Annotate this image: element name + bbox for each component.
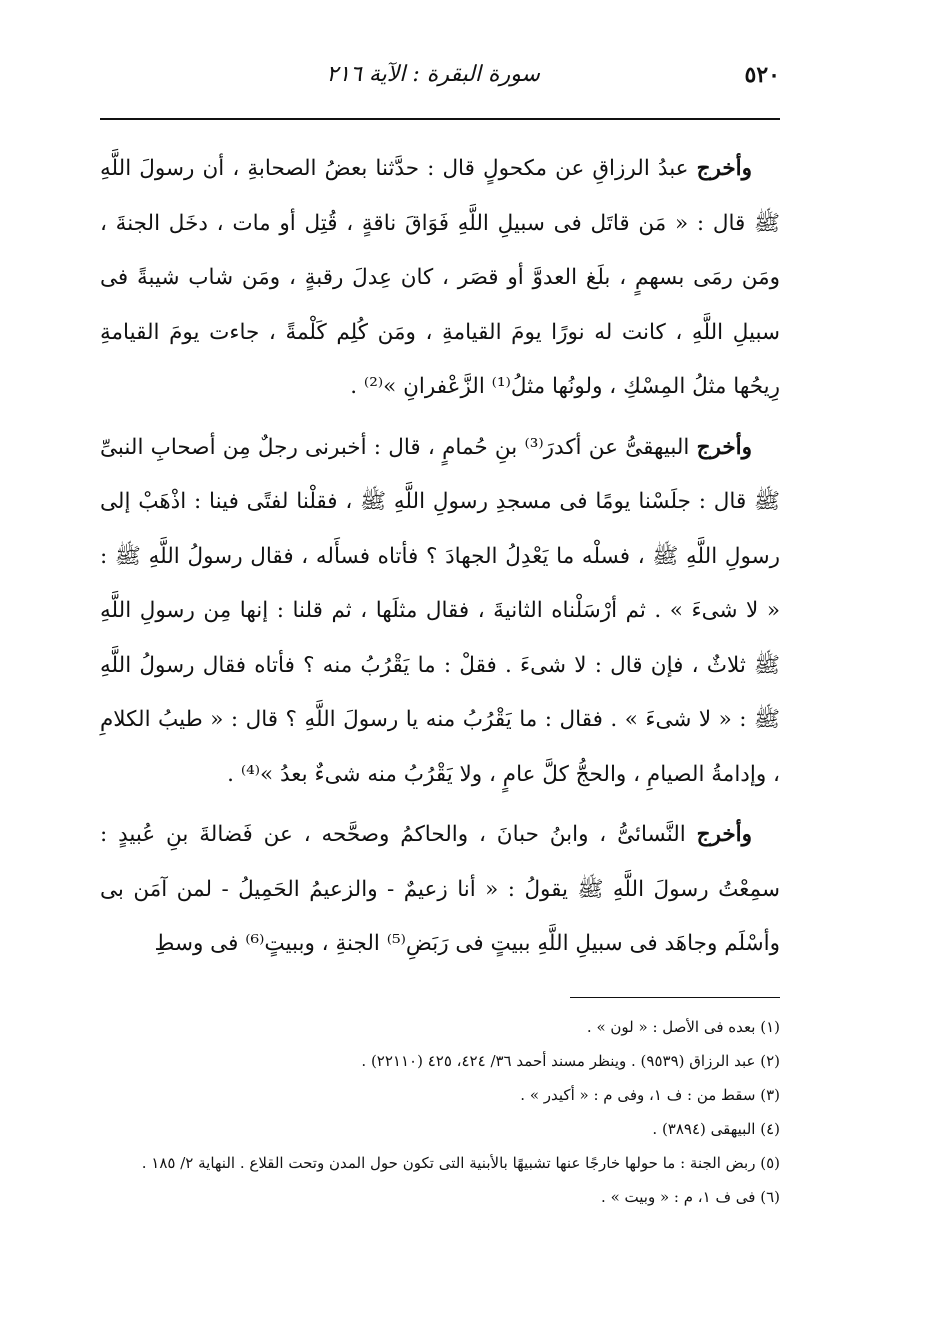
page-header	[100, 62, 780, 102]
paragraph-lead-word: وأخرج	[696, 156, 752, 181]
footnote-2: (٢) عبد الرزاق (٩٥٣٩) . وينظر مسند أحمد ٣٦/ ٤٢٤، ٤٢٥ (٢٢١١٠) .	[361, 1052, 780, 1070]
book-page	[100, 0, 780, 1343]
footnote-divider	[570, 997, 780, 998]
paragraph-lead-word: وأخرج	[696, 434, 752, 460]
paragraph-3	[100, 808, 780, 972]
footnote-6: (٦) فى ف ١، م : « وبيت » .	[601, 1188, 780, 1206]
footnote-1: (١) بعده فى الأصل : « لون » .	[586, 1018, 780, 1036]
paragraph-body: النَّسائىُّ ، وابنُ حبانَ ، والحاكمُ وصحَّحه ، عن فَضالةَ بنِ عُبيدٍ : سمِعْتُ رسولَ اللَّهِ ﷺ يقولُ : « أنا زعيمٌ - والزعيمُ الحَمِيلُ - لمن آمَن بى وأسْلَم وجاهَد فى سبيلِ اللَّهِ ببيتٍ فى رَبَضِ⁽⁵⁾ الجنةِ ، وببيتٍ⁽⁶⁾ فى وسطِ	[100, 822, 780, 956]
footnote-5: (٥) ربض الجنة : ما حولها خارجًا عنها تشبيهًا بالأبنية التى تكون حول المدن وتحت القلاع . النهاية ٢/ ١٨٥ .	[141, 1154, 780, 1172]
paragraph-body: عبدُ الرزاقِ عن مكحولٍ قال : حدَّثنا بعضُ الصحابةِ ، أن رسولَ اللَّهِ ﷺ قال : « مَن قاتَل فى سبيلِ اللَّهِ فَوَاقَ ناقةٍ ، قُتِل أو مات ، دخَل الجنةَ ، ومَن رمَى بسهمٍ ، بلَغ العدوَّ أو قصَر ، كان عِدلَ رقبةٍ ، ومَن شاب شيبةً فى سبيلِ اللَّهِ ، كانت له نورًا يومَ القيامةِ ، ومَن كُلِم كَلْمةً ، جاءت يومَ القيامةِ رِيحُها مثلُ المِسْكِ ، ولونُها مثلُ⁽¹⁾ الزَّعْفرانِ »⁽²⁾ .	[100, 156, 780, 399]
paragraph-lead-word: وأخرج	[696, 822, 752, 847]
paragraph-body: البيهقىُّ عن أكدرَ⁽³⁾ بنِ حُمامٍ ، قال : أخبرنى رجلٌ مِن أصحابِ النبىِّ ﷺ قال : جلَسْنا يومًا فى مسجدِ رسولِ اللَّهِ ﷺ ، فقلْنا لفتًى فينا : اذْهَبْ إلى رسولِ اللَّهِ ﷺ ، فسلْه ما يَعْدِلُ الجهادَ ؟ فأتاه فسأَله ، فقال رسولُ اللَّهِ ﷺ : « لا شىءَ » . ثم أرْسَلْناه الثانيةَ ، فقال مثلَها ، ثم قلنا : إنها مِن رسولِ اللَّهِ ﷺ ثلاثٌ ، فإن قال : لا شىءَ . فقلْ : ما يَقْرُبُ منه ؟ فأتاه فقال رسولُ اللَّهِ ﷺ : « لا شىءَ » . فقال : ما يَقْرُبُ منه يا رسولَ اللَّهِ ؟ قال : « طيبُ الكلامِ ، وإدامةُ الصيامِ ، والحجُّ كلَّ عامٍ ، ولا يَقْرُبُ منه شىءٌ بعدُ »⁽⁴⁾ .	[100, 434, 780, 787]
paragraph-1	[100, 142, 780, 415]
footnote-4: (٤) البيهقى (٣٨٩٤) .	[652, 1120, 780, 1138]
footnotes	[100, 1010, 780, 1214]
paragraph-2	[100, 421, 780, 803]
page-number: ٥٢٠	[744, 62, 780, 88]
footnote-3: (٣) سقط من : ف ١، وفى م : « أكيدر » .	[520, 1086, 780, 1104]
running-title: سورة البقرة : الآية ٢١٦	[326, 62, 540, 87]
main-text	[100, 142, 780, 978]
header-divider	[100, 118, 780, 120]
